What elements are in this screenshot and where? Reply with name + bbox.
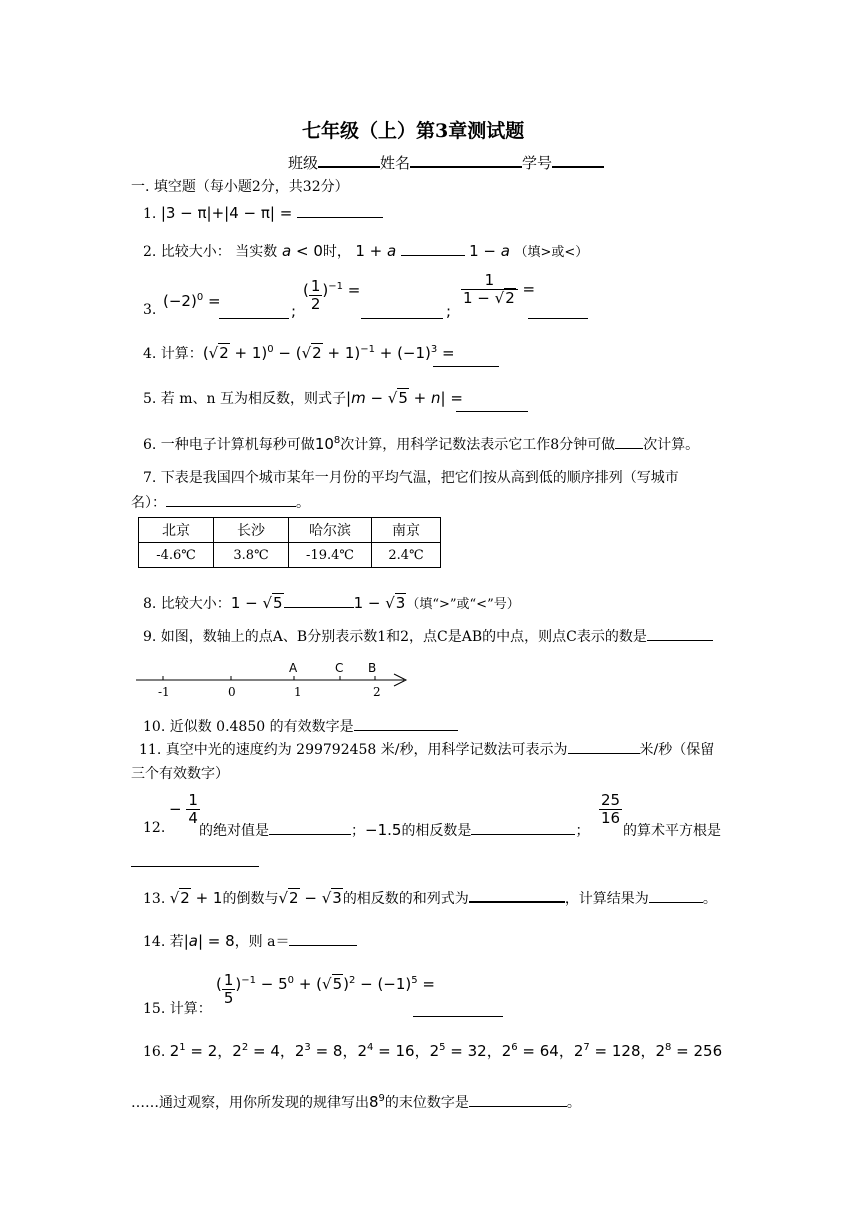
q3-blank-1[interactable] (219, 304, 289, 319)
q12-answer-blank-2[interactable] (471, 820, 575, 835)
table-cell: 3.8℃ (214, 543, 289, 568)
question-9: 9. 如图，数轴上的点A、B分别表示数1和2，点C是AB的中点，则点C表示的数是 (143, 626, 713, 646)
page-title: 七年级（上）第3章测试题 (302, 120, 525, 142)
tick-label: 1 (294, 685, 302, 699)
name-blank[interactable] (410, 152, 522, 168)
q12-answer-blank-1[interactable] (269, 820, 351, 835)
question-6: 6. 一种电子计算机每秒可做$10^8$次计算，用科学记数法表示它工作8分钟可做 次计算。 (143, 435, 700, 453)
question-10: 10. 近似数 0.4850 的有效数字是 (143, 716, 458, 736)
q15-expression: ( $\frac{1}{5}$ )$^{-1} - 5^0 + (√5)^2 - (-1)^5$ = (216, 971, 435, 1007)
question-7-line-2: 名）： 。 (131, 492, 310, 512)
q10-answer-blank[interactable] (354, 716, 458, 731)
question-8: 8. 比较大小：1 − √5 1 − √3（填“>”或“<”号） (143, 594, 520, 612)
q1-expression: |3 − π|+|4 − π| = (160, 204, 293, 222)
table-cell: -19.4℃ (289, 543, 372, 568)
q5-expression: |m − √5 + n| = (346, 389, 463, 407)
name-label: 姓名 (380, 154, 411, 172)
q13-answer-blank-1[interactable] (469, 887, 565, 903)
table-header-cell: 北京 (139, 518, 214, 543)
student-info-line (288, 152, 604, 173)
question-11-line-2: 三个有效数字） (131, 766, 229, 782)
q16-power: $8^9$ (369, 1093, 385, 1111)
tick-label: 2 (373, 685, 381, 699)
q6-power: $10^8$ (314, 435, 341, 453)
q3-expr-1: $(-2)^0$ = (163, 292, 221, 310)
q15-answer-blank[interactable] (413, 1002, 503, 1017)
q7-answer-blank[interactable] (166, 492, 296, 507)
table-row (139, 543, 441, 568)
q3-expr-2: ( $\frac{1}{2}$ )$^{-1}$ = (303, 277, 361, 313)
question-4: 4. 计算：$(√2 + 1)^0 - (√2 + 1)^{-1} + (-1)^3$ = (143, 344, 455, 362)
q12-answer-blank-3[interactable] (131, 852, 259, 867)
q13-answer-blank-2[interactable] (649, 888, 703, 903)
class-label: 班级 (288, 154, 319, 172)
question-2: 2. 比较大小： 当实数 a < 0时， 1 + a 1 − a （填>或<） (143, 242, 589, 260)
tick-label: -1 (158, 685, 170, 699)
class-blank[interactable] (318, 152, 380, 168)
question-16: 16. $2^1 = 2$，$2^2 = 4$，$2^3 = 8$，$2^4 = 16$，$2^5 = 32$，$2^6 = 64$，$2^7 = 128$，$2^8 = 256$ (143, 1042, 723, 1060)
table-cell: 2.4℃ (372, 543, 441, 568)
id-blank[interactable] (552, 152, 604, 168)
question-15: 15. 计算： ( $\frac{1}{5}$ )$^{-1} - 5^0 + (√5)^2 - (-1)^5$ = (143, 971, 435, 1017)
q4-expression: $(√2 + 1)^0 - (√2 + 1)^{-1} + (-1)^3$ = (202, 344, 455, 362)
q12-fraction-1: − $\frac{1}{4}$ (169, 791, 198, 827)
point-a-label: A (289, 661, 298, 675)
q13-expr-1: √2 + 1 (169, 889, 223, 907)
question-11-line-1: 11. 真空中光的速度约为 299792458 米/秒，用科学记数法可表示为 米/秒（保留 (139, 739, 714, 759)
table-header-cell: 长沙 (214, 518, 289, 543)
question-14: 14. 若|a| = 8，则 a＝ (143, 931, 357, 951)
q14-answer-blank[interactable] (289, 931, 357, 946)
question-12: 12. − $\frac{1}{4}$ 的绝对值是 ；−1.5的相反数是 ； $\frac{25}{16}$ 的算术平方根是 (143, 791, 721, 839)
q2-condition: a < 0 (282, 242, 323, 260)
question-13: 13. √2 + 1的倒数与√2 − √3的相反数的和列式为 ，计算结果为 。 (143, 889, 717, 907)
q8-answer-blank[interactable] (284, 593, 354, 608)
q14-expression: |a| = 8 (183, 932, 235, 950)
q4-answer-blank[interactable] (433, 352, 499, 367)
section-heading: 一. 填空题（每小题2分，共32分） (131, 179, 349, 195)
q16-sequence: $2^1 = 2$，$2^2 = 4$，$2^3 = 8$，$2^4 = 16$，$2^5 = 32$，$2^6 = 64$，$2^7 = 128$，$2^8 = 256$ (169, 1042, 723, 1060)
q3-blank-3[interactable] (528, 304, 588, 319)
q3-expr-3: $\frac{1}{1 - √2}$ = (463, 271, 536, 307)
q5-answer-blank[interactable] (456, 397, 528, 412)
q2-right-expr: 1 − a (469, 242, 510, 260)
q1-answer-blank[interactable] (297, 203, 383, 218)
q16-answer-blank[interactable] (469, 1092, 567, 1107)
question-7-line-1: 7. 下表是我国四个城市某年一月份的平均气温，把它们按从高到低的顺序排列（写城市 (143, 470, 679, 486)
temperature-table (138, 517, 441, 568)
number-line (128, 656, 418, 702)
q2-answer-blank[interactable] (401, 241, 465, 256)
question-1: 1. |3 − π|+|4 − π| = (143, 203, 383, 222)
table-row (139, 518, 441, 543)
q8-right-expr: 1 − √3 (353, 594, 406, 612)
table-header-cell: 南京 (372, 518, 441, 543)
q6-answer-blank[interactable] (615, 434, 643, 449)
q9-answer-blank[interactable] (647, 626, 713, 641)
question-5: 5. 若 m、n 互为相反数，则式子|m − √5 + n| = (143, 389, 463, 407)
tick-label: 0 (228, 685, 236, 699)
q3-blank-2[interactable] (361, 304, 443, 319)
q2-left-expr: 1 + a (355, 242, 397, 260)
point-b-label: B (368, 661, 377, 675)
q11-answer-blank[interactable] (568, 739, 640, 754)
question-16-line-2: ……通过观察，用你所发现的规律写出$8^9$的末位数字是 。 (131, 1093, 581, 1111)
id-label: 学号 (522, 154, 553, 172)
q12-fraction-2: $\frac{25}{16}$ (601, 791, 621, 827)
q13-expr-2: √2 − √3 (278, 889, 342, 907)
q12-number: −1.5 (365, 821, 402, 839)
table-header-cell: 哈尔滨 (289, 518, 372, 543)
table-cell: -4.6℃ (139, 543, 214, 568)
point-c-label: C (335, 661, 344, 675)
q8-left-expr: 1 − √5 (230, 594, 283, 612)
